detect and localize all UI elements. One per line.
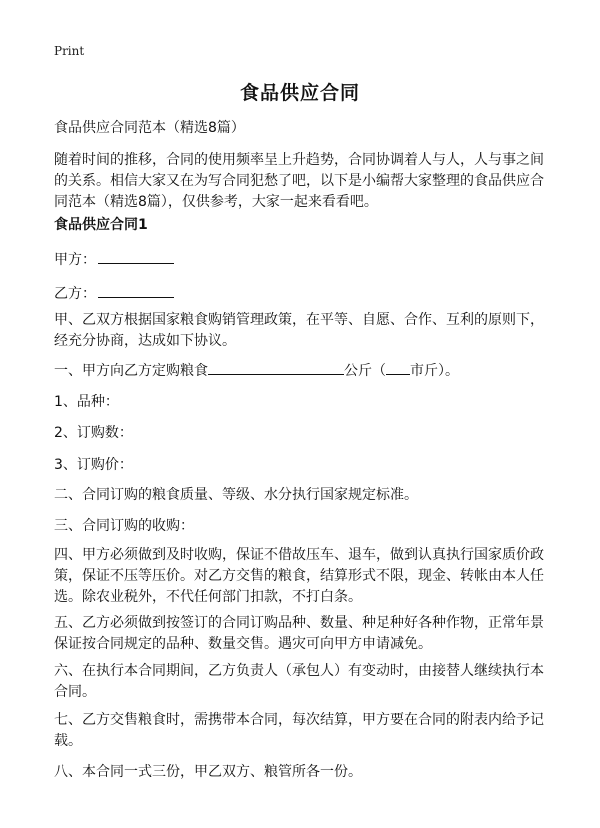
preamble-paragraph: 甲、乙双方根据国家粮食购销管理政策，在平等、自愿、合作、互利的原则下，经充分协商，达成如下协议。 xyxy=(54,312,544,349)
clause-1-suffix: 市斤）。 xyxy=(410,363,459,379)
clause-2: 二、合同订购的粮食质量、等级、水分执行国家规定标准。 xyxy=(54,487,418,503)
intro-paragraph: 随着时间的推移，合同的使用频率呈上升趋势，合同协调着人与人，人与事之间的关系。相信大家又在为写合同犯愁了吧，以下是小编帮大家整理的食品供应合同范本（精选8篇），仅供参考，大家一起来看看吧。 xyxy=(54,152,544,210)
party-a-line xyxy=(54,248,554,271)
clause-1-mid: 公斤（ xyxy=(344,363,386,379)
clause-1 xyxy=(54,359,554,382)
item-variety: 1、品种： xyxy=(54,394,119,410)
clause-8: 八、本合同一式三份，甲乙双方、粮管所各一份。 xyxy=(54,764,362,780)
section-heading: 食品供应合同1 xyxy=(54,217,148,233)
party-b-blank xyxy=(98,282,174,298)
clause-1-kg-blank xyxy=(208,359,344,375)
party-b-label: 乙方： xyxy=(54,286,96,302)
clause-1-prefix: 一、甲方向乙方定购粮食 xyxy=(54,363,208,379)
clause-4: 四、甲方必须做到及时收购，保证不借故压车、退车，做到认真执行国家质价政策，保证不压等压价。对乙方交售的粮食，结算形式不限，现金、转帐由本人任选。除农业税外，不代任何部门扣款，不打白条。 xyxy=(54,547,544,605)
clause-7: 七、乙方交售粮食时，需携带本合同，每次结算，甲方要在合同的附表内给予记载。 xyxy=(54,712,544,749)
party-a-blank xyxy=(98,248,174,264)
party-a-label: 甲方： xyxy=(54,252,96,268)
print-label: Print xyxy=(54,44,85,58)
document-title: 食品供应合同 xyxy=(239,82,360,104)
party-b-line xyxy=(54,282,554,305)
item-price: 3、订购价： xyxy=(54,457,133,473)
item-quantity: 2、订购数： xyxy=(54,425,133,441)
document-subtitle: 食品供应合同范本（精选8篇） xyxy=(54,120,245,136)
clause-6: 六、在执行本合同期间，乙方负责人（承包人）有变动时，由接替人继续执行本合同。 xyxy=(54,663,544,700)
clause-5: 五、乙方必须做到按签订的合同订购品种、数量、种足种好各种作物，正常年景保证按合同规定的品种、数量交售。遇灾可向甲方申请减免。 xyxy=(54,615,544,652)
clause-3: 三、合同订购的收购： xyxy=(54,518,194,534)
clause-1-jin-blank xyxy=(386,359,410,375)
